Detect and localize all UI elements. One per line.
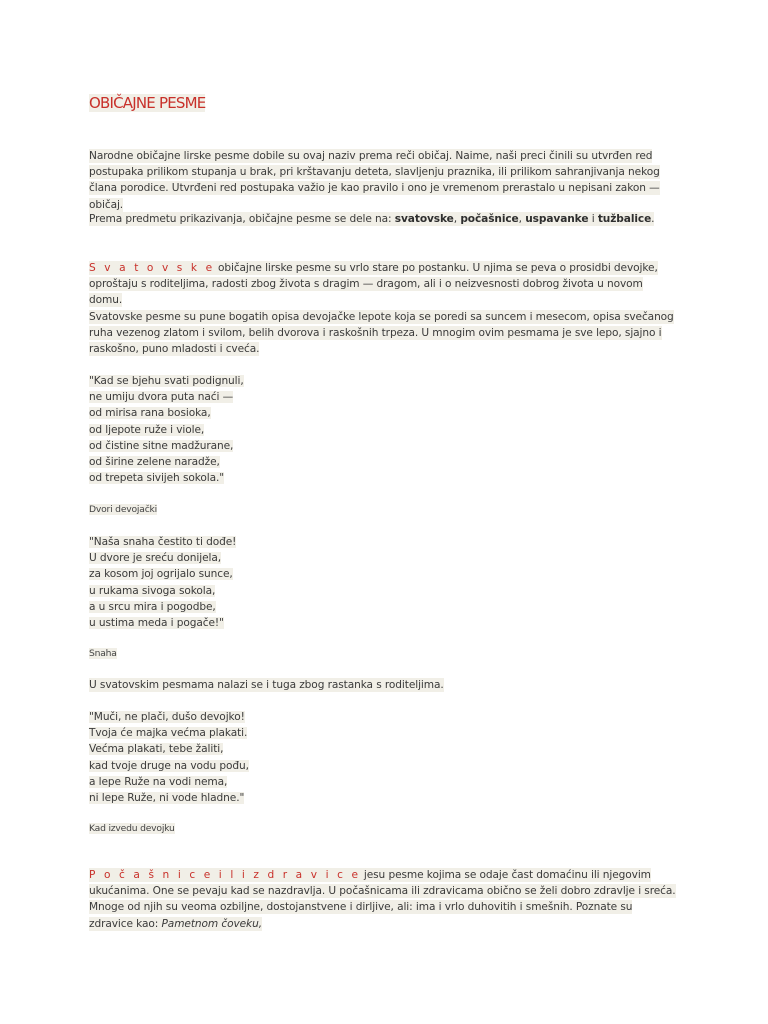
verse-line: od širine zelene naradže,	[89, 456, 220, 469]
verse-line: U dvore je sreću donijela,	[89, 552, 222, 565]
page-title: OBIČAJNE PESME	[89, 94, 206, 112]
verse-line: a lepe Ruže na vodi nema,	[89, 775, 228, 788]
paragraph-classification: Prema predmetu prikazivanja, običajne pesme se dele na: svatovske, počašnice, uspavanke i tužbalice.	[89, 213, 655, 225]
verse-line: "Kad se bjehu svati podignuli,	[89, 375, 244, 387]
verse-line: od mirisa rana bosioka,	[89, 407, 211, 420]
verse-line: za kosom joj ogrijalo sunce,	[89, 568, 233, 581]
verse-line: ne umiju dvora puta naći —	[89, 391, 234, 404]
verse-dvori	[89, 373, 244, 486]
verse-caption: Snaha	[89, 648, 117, 659]
verse-line: od trepeta sivijeh sokola."	[89, 472, 225, 485]
paragraph-intro: Narodne običajne lirske pesme dobile su ovaj naziv prema reči običaj. Naime, naši preci činili su utvrđen red postupaka prilikom stupanja u brak, pri krštavanju deteta, slavljenju praznika, ili prilikom sahranjivanja nekog člana porodice. Utvrđeni red postupaka važio je kao pravilo i ono je vremenom prerastalo u nepisani zakon — običaj.	[89, 150, 660, 211]
verse-line: kad tvoje druge na vodu pođu,	[89, 759, 249, 772]
verse-line: "Muči, ne plači, dušo devojko!	[89, 711, 245, 723]
italic-title: Pametnom čoveku,	[161, 917, 262, 930]
verse-line: od ljepote ruže i viole,	[89, 423, 205, 436]
paragraph-svatovske-description: Svatovske pesme su pune bogatih opisa devojačke lepote koja se poredi sa suncem i mesecom, opisa svečanog ruha vezenog zlatom i svilom, belih dvorova i raskošnih trpeza. U mnogim ovim pesmama je sve lepo, sjajno i raskošno, puno mladosti i cveća.	[89, 311, 674, 356]
verse-line: a u srcu mira i pogodbe,	[89, 600, 216, 613]
term-tuzbalice: tužbalice	[597, 213, 652, 225]
verse-line: u rukama sivoga sokola,	[89, 584, 216, 597]
verse-caption: Dvori devojački	[89, 504, 158, 515]
term-svatovske: svatovske	[394, 213, 454, 225]
verse-line: "Naša snaha čestito ti dođe!	[89, 536, 237, 548]
verse-line: Većma plakati, tebe žaliti,	[89, 743, 224, 756]
term-uspavanke: uspavanke	[525, 213, 589, 225]
verse-line: ni lepe Ruže, ni vode hladne."	[89, 792, 245, 805]
paragraph-pocasnice: P o č a š n i c e i l i z d r a v i c e jesu pesme kojima se odaje čast domaćinu ili njegovim ukućanima. One se pevaju kad se nazdravlja. U počašnicama ili zdravicama obično se želi dobro zdravlje i sreća. Mnoge od njih su veoma ozbiljne, dostojanstvene i dirljive, ali: ima i vrlo duhovitih i smešnih. Poznate su zdravice kao: Pametnom čoveku,	[89, 869, 676, 930]
verse-snaha	[89, 534, 236, 631]
section-term-pocasnice: P o č a š n i c e i l i z d r a v i c e	[89, 869, 361, 881]
section-term-svatovske: S v a t o v s k e	[89, 262, 215, 274]
paragraph-tuga: U svatovskim pesmama nalazi se i tuga zbog rastanka s roditeljima.	[89, 679, 444, 691]
term-pocasnice: počašnice	[460, 213, 519, 225]
verse-devojka	[89, 709, 249, 806]
verse-line: od čistine sitne madžurane,	[89, 439, 234, 452]
verse-line: u ustima meda i pogače!"	[89, 617, 224, 630]
verse-caption: Kad izvedu devojku	[89, 823, 175, 834]
verse-line: Tvoja će majka većma plakati.	[89, 727, 248, 740]
paragraph-svatovske: S v a t o v s k e običajne lirske pesme su vrlo stare po postanku. U njima se peva o prosidbi devojke, oproštaju s roditeljima, radosti zbog života s dragim — dragom, ali i o neizvesnosti dobrog života u novom domu.	[89, 262, 658, 307]
